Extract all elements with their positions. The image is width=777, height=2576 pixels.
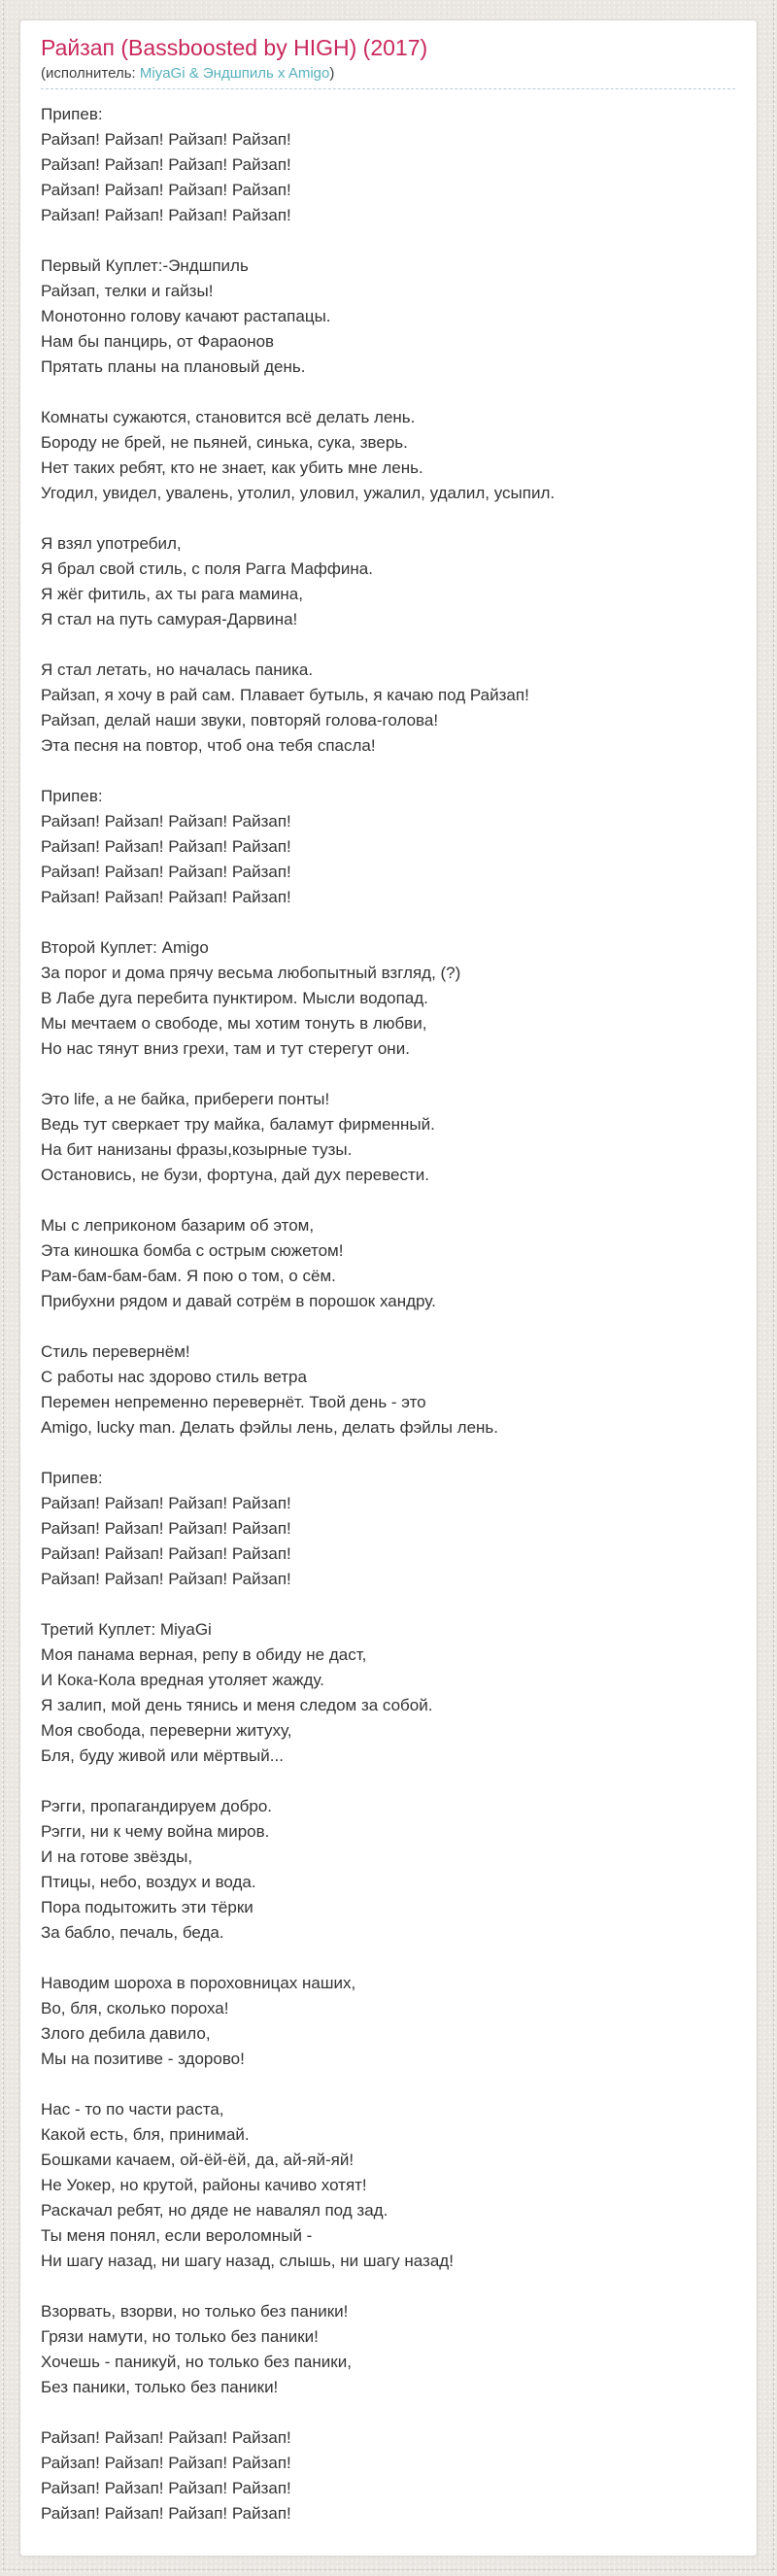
lyric-line <box>41 2072 735 2097</box>
lyric-line: Остановись, не бузи, фортуна, дай дух перевести. <box>41 1165 430 1184</box>
lyric-line: Злого дебила давило, <box>41 2023 211 2043</box>
lyric-line: Комнаты сужаются, становится всё делать лень. <box>41 407 416 426</box>
lyric-line: Припев: <box>41 786 103 805</box>
lyric-line: Мы с леприконом базарим об этом, <box>41 1215 315 1235</box>
lyric-line: Не Уокер, но крутой, районы качиво хотят! <box>41 2175 367 2194</box>
lyric-line: Во, бля, сколько пороха! <box>41 1998 229 2017</box>
lyric-line: Я стал летать, но началась паника. <box>41 660 314 679</box>
lyric-line: Эта песня на повтор, чтоб она тебя спасла! <box>41 735 376 755</box>
lyric-line <box>41 2400 735 2425</box>
lyric-line: Припев: <box>41 1468 103 1487</box>
lyric-line <box>41 759 735 784</box>
lyric-line: Нет таких ребят, кто не знает, как убить мне лень. <box>41 458 423 477</box>
lyric-line: Райзап! Райзап! Райзап! Райзап! <box>41 1518 291 1538</box>
lyric-line: Ты меня понял, если вероломный - <box>41 2225 313 2245</box>
lyric-line: Райзап! Райзап! Райзап! Райзап! <box>41 1543 291 1563</box>
lyric-line: Угодил, увидел, увалень, утолил, уловил, ужалил, удалил, усыпил. <box>41 483 556 502</box>
lyric-line <box>41 1314 735 1339</box>
lyric-line <box>41 380 735 405</box>
lyric-line: Райзап! Райзап! Райзап! Райзап! <box>41 205 291 224</box>
lyric-line <box>41 506 735 531</box>
lyric-line: Amigo, lucky man. Делать фэйлы лень, делать фэйлы лень. <box>41 1417 498 1437</box>
lyric-line <box>41 1441 735 1466</box>
lyric-line: Райзап! Райзап! Райзап! Райзап! <box>41 129 291 149</box>
lyric-line: С работы нас здорово стиль ветра <box>41 1367 307 1386</box>
lyric-line: И на готове звёзды, <box>41 1847 193 1866</box>
lyric-line: Бля, буду живой или мёртвый... <box>41 1746 284 1765</box>
lyric-line: Я брал свой стиль, с поля Рагга Маффина. <box>41 559 373 578</box>
lyric-line <box>41 2274 735 2299</box>
lyric-line: Монотонно голову качают растапацы. <box>41 306 331 325</box>
lyric-line: Пора подытожить эти тёрки <box>41 1897 253 1916</box>
lyric-line: Бошками качаем, ой-ёй-ёй, да, ай-яй-яй! <box>41 2150 355 2169</box>
lyric-line: Я стал на путь самурая-Дарвина! <box>41 609 298 628</box>
lyric-line: Райзап, я хочу в рай сам. Плавает бутыль, я качаю под Райзап! <box>41 685 529 704</box>
lyric-line: Райзап! Райзап! Райзап! Райзап! <box>41 811 291 830</box>
lyrics-text <box>41 102 735 2526</box>
lyric-line: Моя свобода, переверни житуху, <box>41 1720 292 1740</box>
lyric-line: Рэгги, ни к чему война миров. <box>41 1821 270 1841</box>
lyric-line: За бабло, печаль, беда. <box>41 1922 224 1942</box>
lyric-line <box>41 1946 735 1971</box>
lyric-line: Я взял употребил, <box>41 533 182 553</box>
lyric-line <box>41 228 735 254</box>
lyric-line: Райзап! Райзап! Райзап! Райзап! <box>41 836 291 856</box>
artist-prefix-label: (исполнитель: <box>41 64 136 82</box>
lyric-line: Мы мечтаем о свободе, мы хотим тонуть в любви, <box>41 1013 427 1033</box>
lyric-line: Нас - то по части раста, <box>41 2099 224 2118</box>
lyric-line: Райзап! Райзап! Райзап! Райзап! <box>41 2427 291 2447</box>
lyric-line: Первый Куплет:-Эндшпиль <box>41 255 249 275</box>
lyric-line: Нам бы панцирь, от Фараонов <box>41 331 275 351</box>
artist-suffix-label: ) <box>329 64 335 82</box>
lyric-line <box>41 910 735 935</box>
lyric-line: И Кока-Кола вредная утоляет жажду. <box>41 1670 324 1689</box>
lyric-line <box>41 632 735 658</box>
lyric-line: Я жёг фитиль, ах ты рага мамина, <box>41 584 303 603</box>
lyric-line: Ни шагу назад, ни шагу назад, слышь, ни шагу назад! <box>41 2251 454 2270</box>
lyric-line: Какой есть, бля, принимай. <box>41 2124 250 2144</box>
lyric-line: Райзап! Райзап! Райзап! Райзап! <box>41 180 291 199</box>
lyric-line: Прибухни рядом и давай сотрём в порошок хандру. <box>41 1291 436 1310</box>
lyric-line: Райзап! Райзап! Райзап! Райзап! <box>41 2478 291 2497</box>
lyric-line: Райзап! Райзап! Райзап! Райзап! <box>41 887 291 906</box>
lyric-line <box>41 1592 735 1617</box>
lyric-line: Стиль перевернём! <box>41 1341 190 1361</box>
lyrics-card <box>19 19 758 2557</box>
lyric-line: Рэгги, пропагандируем добро. <box>41 1796 273 1815</box>
lyric-line: Бороду не брей, не пьяней, синька, сука, зверь. <box>41 432 408 452</box>
artist-line <box>41 65 735 82</box>
lyric-line <box>41 1062 735 1087</box>
lyric-line: В Лабе дуга перебита пунктиром. Мысли водопад. <box>41 988 428 1007</box>
lyric-line: Припев: <box>41 104 103 123</box>
lyric-line <box>41 1188 735 1213</box>
lyric-line: Ведь тут сверкает тру майка, баламут фирменный. <box>41 1114 435 1134</box>
lyric-line <box>41 1769 735 1794</box>
lyric-line: Райзап! Райзап! Райзап! Райзап! <box>41 862 291 881</box>
lyric-line: Это life, а не байка, прибереги понты! <box>41 1089 330 1108</box>
lyric-line: Эта киношка бомба с острым сюжетом! <box>41 1240 344 1260</box>
lyric-line: Мы на позитиве - здорово! <box>41 2049 245 2068</box>
lyric-line: Наводим шороха в пороховницах наших, <box>41 1973 356 1992</box>
lyric-line: Райзап! Райзап! Райзап! Райзап! <box>41 1569 291 1588</box>
lyric-line: Райзап, телки и гайзы! <box>41 281 214 300</box>
lyric-line: Третий Куплет: MiyaGi <box>41 1619 212 1639</box>
lyric-line: Хочешь - паникуй, но только без паники, <box>41 2352 352 2371</box>
lyric-line: Моя панама верная, репу в обиду не даст, <box>41 1644 367 1664</box>
lyric-line: Второй Куплет: Amigo <box>41 937 209 957</box>
lyric-line: Райзап! Райзап! Райзап! Райзап! <box>41 154 291 174</box>
lyric-line: Рам-бам-бам-бам. Я пою о том, о сём. <box>41 1266 336 1285</box>
lyric-line: Перемен непременно перевернёт. Твой день - это <box>41 1392 426 1411</box>
lyric-line: Прятать планы на плановый день. <box>41 356 306 376</box>
lyric-line: На бит нанизаны фразы,козырные тузы. <box>41 1139 353 1159</box>
lyric-line: Грязи намути, но только без паники! <box>41 2326 319 2346</box>
lyric-line: Но нас тянут вниз грехи, там и тут стерегут они. <box>41 1038 410 1058</box>
song-header <box>41 35 735 89</box>
lyric-line: Райзап! Райзап! Райзап! Райзап! <box>41 2503 291 2523</box>
lyric-line: Райзап! Райзап! Райзап! Райзап! <box>41 1493 291 1512</box>
lyric-line: Без паники, только без паники! <box>41 2377 279 2396</box>
artist-link[interactable]: MiyaGi & Эндшпиль x Amigo <box>139 64 330 82</box>
lyric-line: Райзап, делай наши звуки, повторяй голова-голова! <box>41 710 439 729</box>
lyric-line: Райзап! Райзап! Райзап! Райзап! <box>41 2453 291 2472</box>
lyric-line: Раскачал ребят, но дяде не навалял под зад. <box>41 2200 388 2220</box>
page-title: Райзап (Bassboosted by HIGH) (2017) <box>41 35 428 60</box>
lyric-line: Я залип, мой день тянись и меня следом за собой. <box>41 1695 433 1714</box>
lyric-line: Взорвать, взорви, но только без паники! <box>41 2301 349 2321</box>
lyric-line: Птицы, небо, воздух и вода. <box>41 1872 256 1891</box>
lyric-line: За порог и дома прячу весьма любопытный взгляд, (?) <box>41 963 461 982</box>
